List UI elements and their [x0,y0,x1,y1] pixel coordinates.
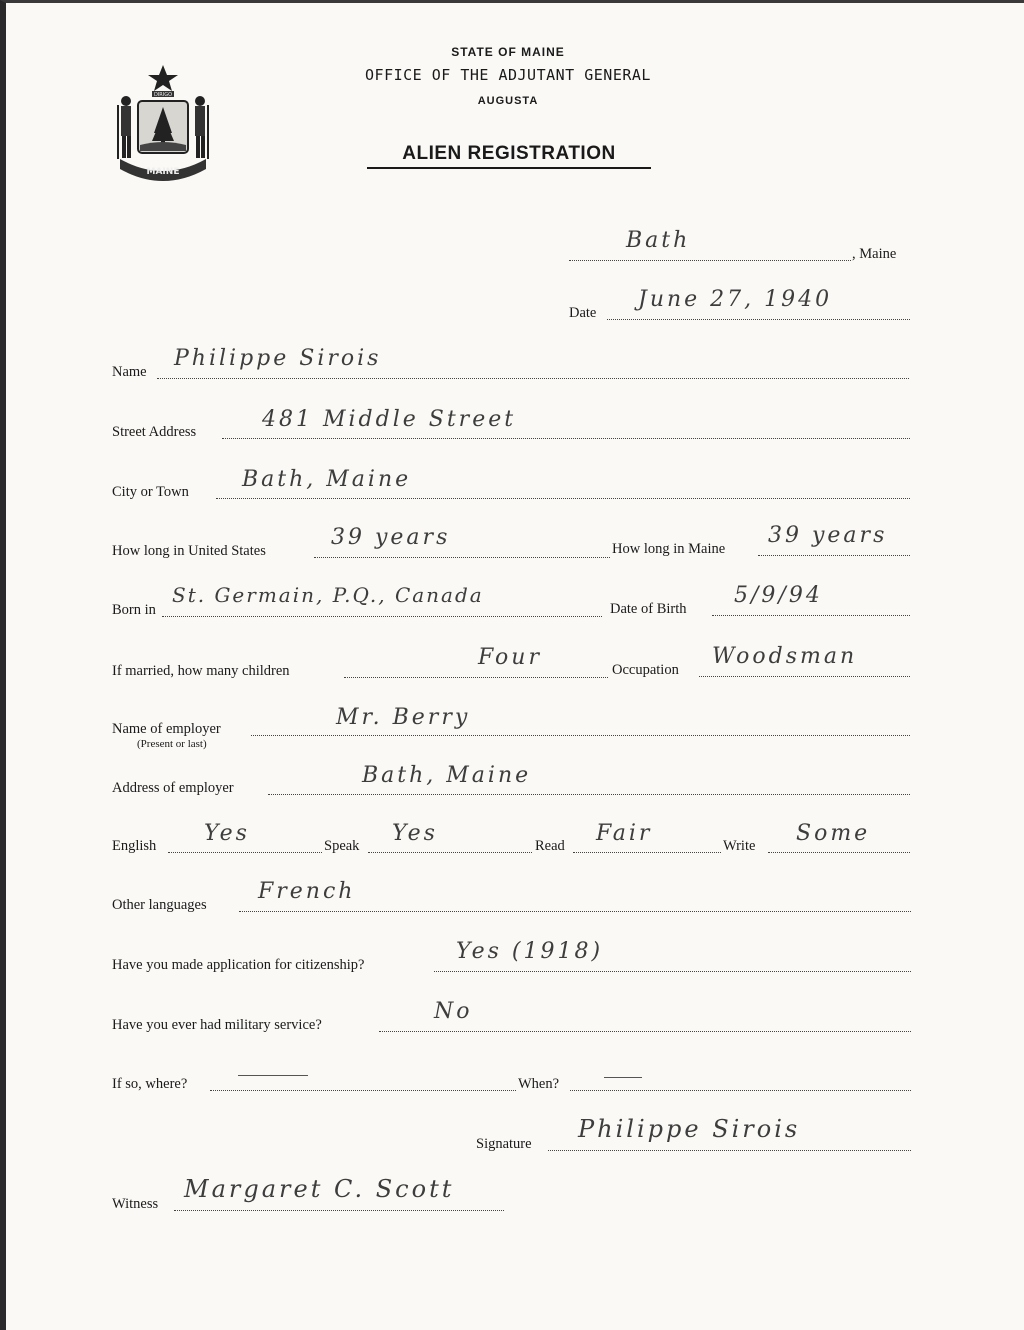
employer-address-value: Bath, Maine [362,763,532,788]
witness-label: Witness [112,1196,159,1212]
city-town-label: City or Town [112,484,189,500]
citizenship-label: Have you made application for citizenship? [112,957,365,973]
read-label: Read [535,838,565,854]
how-long-us-line [314,557,610,558]
english-line [168,852,322,853]
other-languages-value: French [258,879,356,904]
employer-label: Name of employer [112,721,221,737]
witness-line [174,1210,504,1211]
speak-line [368,852,532,853]
other-languages-line [239,911,911,912]
when-dash [604,1077,642,1078]
english-label: English [112,838,157,854]
military-line [379,1031,911,1032]
signature-line [548,1150,911,1151]
employer-sublabel: (Present or last) [137,738,207,750]
when-label: When? [518,1076,560,1092]
where-label: If so, where? [112,1076,188,1092]
place-suffix: , Maine [852,246,897,262]
place-value: Bath [626,228,691,253]
speak-label: Speak [324,838,360,854]
dob-line [712,615,910,616]
where-dash [238,1075,308,1076]
street-value: 481 Middle Street [262,407,517,432]
read-value: Fair [596,821,653,846]
read-line [573,852,721,853]
date-line [607,319,910,320]
citizenship-line [434,971,911,972]
employer-line [251,735,910,736]
children-label: If married, how many children [112,663,290,679]
children-value: Four [478,645,542,670]
speak-value: Yes [392,821,438,846]
born-in-label: Born in [112,602,156,618]
citizenship-value: Yes (1918) [456,939,604,964]
occupation-label: Occupation [612,662,679,678]
witness-value: Margaret C. Scott [184,1175,455,1203]
state-heading: STATE OF MAINE [451,45,565,59]
date-value: June 27, 1940 [638,287,833,312]
when-line [570,1090,911,1091]
children-line [344,677,608,678]
how-long-maine-value: 39 years [768,523,888,548]
born-in-value: St. Germain, P.Q., Canada [172,583,484,607]
dob-value: 5/9/94 [734,583,823,608]
write-label: Write [723,838,756,854]
date-label: Date [569,305,597,321]
place-line [569,260,851,261]
occupation-value: Woodsman [712,644,858,669]
city-heading: AUGUSTA [477,95,539,107]
how-long-us-value: 39 years [331,525,451,550]
svg-text:DIRIGO: DIRIGO [153,92,173,98]
dob-label: Date of Birth [610,601,687,617]
signature-value: Philippe Sirois [578,1115,801,1143]
write-value: Some [796,821,871,846]
military-value: No [434,999,473,1024]
form-title: ALIEN REGISTRATION [367,143,651,169]
how-long-maine-line [758,555,910,556]
employer-value: Mr. Berry [336,705,471,730]
city-town-line [216,498,910,499]
street-line [222,438,910,439]
english-value: Yes [204,821,250,846]
name-line [157,378,909,379]
svg-text:MAINE: MAINE [146,167,180,177]
street-label: Street Address [112,424,197,440]
city-town-value: Bath, Maine [242,467,412,492]
signature-label: Signature [476,1136,532,1152]
employer-address-label: Address of employer [112,780,234,796]
office-heading: OFFICE OF THE ADJUTANT GENERAL [365,66,651,84]
born-in-line [162,616,602,617]
military-label: Have you ever had military service? [112,1017,322,1033]
how-long-maine-label: How long in Maine [612,541,726,557]
write-line [768,852,910,853]
other-languages-label: Other languages [112,897,207,913]
where-line [210,1090,516,1091]
name-value: Philippe Sirois [174,346,382,371]
how-long-us-label: How long in United States [112,543,266,559]
employer-address-line [268,794,910,795]
name-label: Name [112,364,147,380]
occupation-line [699,676,910,677]
